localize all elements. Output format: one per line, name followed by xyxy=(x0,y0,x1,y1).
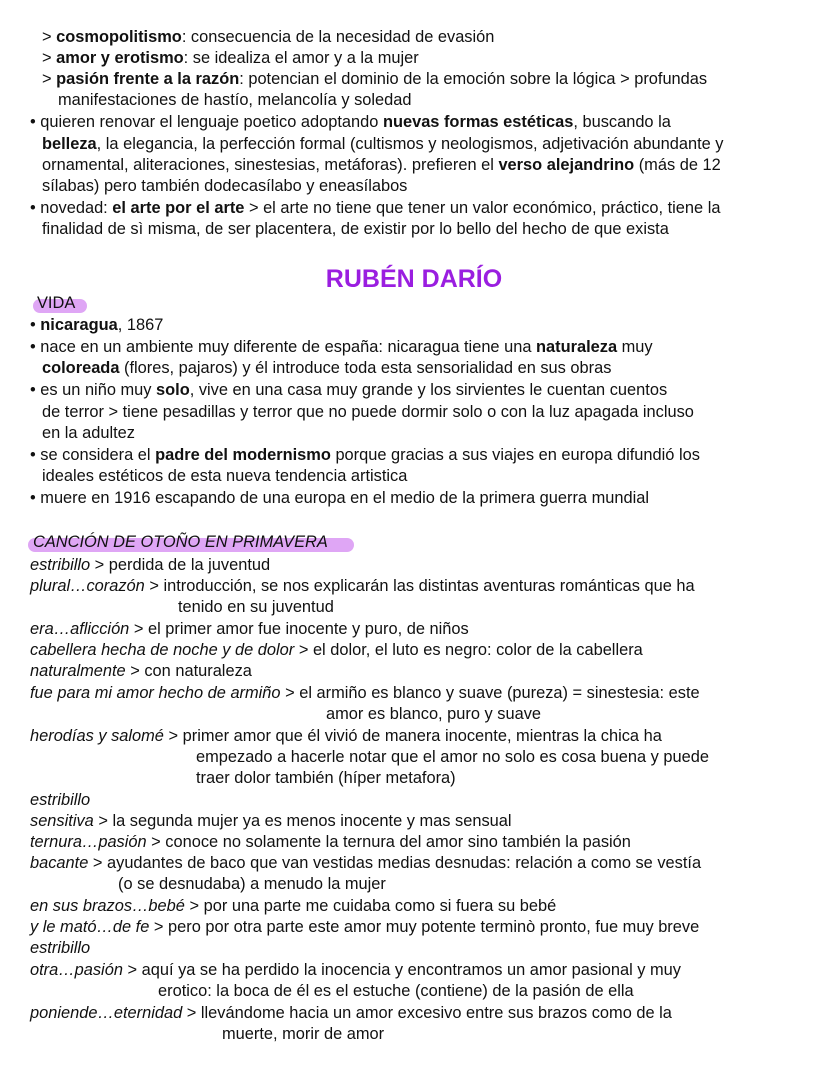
intro-line-9 xyxy=(30,198,720,219)
vida-line-1 xyxy=(30,315,163,336)
verse-reference: otra…pasión xyxy=(30,961,123,979)
explanation-text: > pero por otra parte este amor muy potente terminò pronto, fue muy breve xyxy=(149,918,700,936)
explanation-text: muerte, morir de amor xyxy=(222,1025,385,1043)
verse-reference: ternura…pasión xyxy=(30,833,147,851)
text: • quieren renovar el lenguaje poetico adoptando xyxy=(30,113,383,131)
vida-line-4 xyxy=(30,380,667,401)
cancion-line xyxy=(30,1003,672,1024)
text: : consecuencia de la necesidad de evasión xyxy=(181,28,495,46)
explanation-text: traer dolor también (híper metafora) xyxy=(196,769,456,787)
explanation-text: > primer amor que él vivió de manera inocente, mientras la chica ha xyxy=(163,727,662,745)
intro-line-1 xyxy=(42,27,494,48)
cancion-line xyxy=(30,683,700,704)
text: muy xyxy=(617,338,653,356)
explanation-text: > por una parte me cuidaba como si fuera su bebé xyxy=(184,897,557,915)
verse-reference: poniende…eternidad xyxy=(30,1004,183,1022)
bold-term: amor y erotismo xyxy=(56,49,184,67)
verse-reference: plural…corazón xyxy=(30,577,145,595)
bold-term: coloreada xyxy=(42,359,120,377)
explanation-text: > el dolor, el luto es negro: color de la cabellera xyxy=(294,641,643,659)
cancion-line xyxy=(30,853,701,874)
bold-term: nuevas formas estéticas xyxy=(382,113,574,131)
explanation-text: (o se desnudaba) a menudo la mujer xyxy=(118,875,386,893)
section-heading-cancion: CANCIÓN DE OTOÑO EN PRIMAVERA xyxy=(33,533,328,551)
text: porque gracias a sus viajes en europa difundió los xyxy=(330,446,700,464)
cancion-line xyxy=(30,896,556,917)
cancion-line xyxy=(30,960,681,981)
text: • se considera el xyxy=(30,446,156,464)
cancion-line xyxy=(30,938,90,959)
vida-line-5: de terror > tiene pesadillas y terror que no puede dormir solo o con la luz apagada incluso xyxy=(42,403,694,421)
vida-line-9: • muere en 1916 escapando de una europa en el medio de la primera guerra mundial xyxy=(30,489,649,507)
text: (más de 12 xyxy=(634,156,721,174)
intro-line-2 xyxy=(42,48,419,69)
cancion-line xyxy=(118,874,386,895)
text: • novedad: xyxy=(30,199,113,217)
bold-term: solo xyxy=(156,381,190,399)
cancion-line xyxy=(326,704,541,725)
cancion-line xyxy=(30,555,270,576)
cancion-line xyxy=(30,917,699,938)
explanation-text: > aquí ya se ha perdido la inocencia y encontramos un amor pasional y muy xyxy=(122,961,681,979)
bold-term: el arte por el arte xyxy=(112,199,245,217)
verse-reference: naturalmente xyxy=(30,662,126,680)
intro-line-8: sílabas) pero también dodecasílabo y eneasílabos xyxy=(42,177,408,195)
explanation-text: > el primer amor fue inocente y puro, de niños xyxy=(129,620,469,638)
intro-line-4: manifestaciones de hastío, melancolía y soledad xyxy=(58,91,412,109)
vida-line-6: en la adultez xyxy=(42,424,135,442)
explanation-text: > perdida de la juventud xyxy=(90,556,271,574)
bold-term: naturaleza xyxy=(536,338,618,356)
cancion-line xyxy=(158,981,634,1002)
cancion-line xyxy=(30,726,662,747)
bold-term: pasión frente a la razón xyxy=(56,70,240,88)
text: , vive en una casa muy grande y los sirvientes le cuentan cuentos xyxy=(189,381,668,399)
text: • xyxy=(30,316,41,334)
cancion-line xyxy=(30,619,469,640)
bold-term: nicaragua xyxy=(40,316,118,334)
bold-term: belleza xyxy=(42,135,97,153)
text: (flores, pajaros) y él introduce toda esta sensorialidad en sus obras xyxy=(119,359,612,377)
verse-reference: fue para mi amor hecho de armiño xyxy=(30,684,281,702)
explanation-text: > conoce no solamente la ternura del amor sino también la pasión xyxy=(146,833,631,851)
verse-reference: sensitiva xyxy=(30,812,94,830)
vida-line-7 xyxy=(30,445,700,466)
text: > el arte no tiene que tener un valor económico, práctico, tiene la xyxy=(244,199,721,217)
verse-reference: herodías y salomé xyxy=(30,727,164,745)
explanation-text: > con naturaleza xyxy=(125,662,252,680)
cancion-line xyxy=(30,790,90,811)
text: : se idealiza el amor y a la mujer xyxy=(183,49,419,67)
explanation-text: amor es blanco, puro y suave xyxy=(326,705,542,723)
text: ornamental, aliteraciones, sinestesias, metáforas). prefieren el xyxy=(42,156,494,174)
intro-line-7 xyxy=(42,155,721,176)
text: • nace en un ambiente muy diferente de españa: nicaragua tiene una xyxy=(30,338,537,356)
intro-line-6 xyxy=(42,134,724,155)
cancion-line xyxy=(30,640,643,661)
explanation-text: > la segunda mujer ya es menos inocente y mas sensual xyxy=(93,812,512,830)
cancion-line xyxy=(30,832,631,853)
intro-line-3 xyxy=(42,69,707,90)
vida-line-8: ideales estéticos de esta nueva tendencia artistica xyxy=(42,467,408,485)
explanation-text: > llevándome hacia un amor excesivo entre sus brazos como de la xyxy=(182,1004,672,1022)
explanation-text: empezado a hacerle notar que el amor no solo es cosa buena y puede xyxy=(196,748,710,766)
cancion-line xyxy=(30,661,252,682)
intro-line-10: finalidad de sì misma, de ser placentera, de existir por lo bello del hecho de que exista xyxy=(42,220,669,238)
verse-reference: estribillo xyxy=(30,939,91,957)
text: , la elegancia, la perfección formal (cultismos y neologismos, adjetivación abundante y xyxy=(96,135,724,153)
explanation-text: tenido en su juventud xyxy=(178,598,334,616)
verse-reference: era…aflicción xyxy=(30,620,130,638)
bold-term: verso alejandrino xyxy=(498,156,635,174)
verse-reference: bacante xyxy=(30,854,89,872)
bold-term: padre del modernismo xyxy=(155,446,331,464)
vida-line-2 xyxy=(30,337,653,358)
text: • es un niño muy xyxy=(30,381,157,399)
cancion-line xyxy=(196,747,709,768)
explanation-text: erotico: la boca de él es el estuche (contiene) de la pasión de ella xyxy=(158,982,634,1000)
verse-reference: cabellera hecha de noche y de dolor xyxy=(30,641,295,659)
verse-reference: estribillo xyxy=(30,791,91,809)
explanation-text: > el armiño es blanco y suave (pureza) = sinestesia: este xyxy=(280,684,700,702)
verse-reference: estribillo xyxy=(30,556,91,574)
cancion-line xyxy=(178,597,334,618)
cancion-line xyxy=(30,811,512,832)
text: > xyxy=(42,70,57,88)
vida-line-3 xyxy=(42,358,611,379)
cancion-line xyxy=(196,768,456,789)
verse-reference: en sus brazos…bebé xyxy=(30,897,185,915)
intro-line-5 xyxy=(30,112,671,133)
text: , 1867 xyxy=(117,316,164,334)
bold-term: cosmopolitismo xyxy=(56,28,182,46)
text: > xyxy=(42,49,57,67)
section-heading-vida: VIDA xyxy=(37,294,76,312)
cancion-line xyxy=(30,576,695,597)
explanation-text: > ayudantes de baco que van vestidas medias desnudas: relación a como se vestía xyxy=(88,854,702,872)
text: , buscando la xyxy=(573,113,671,131)
page-title: RUBÉN DARÍO xyxy=(325,265,503,293)
explanation-text: > introducción, se nos explicarán las distintas aventuras románticas que ha xyxy=(144,577,695,595)
cancion-line xyxy=(222,1024,384,1045)
verse-reference: y le mató…de fe xyxy=(30,918,150,936)
text: > xyxy=(42,28,57,46)
text: : potencian el dominio de la emoción sobre la lógica > profundas xyxy=(239,70,708,88)
